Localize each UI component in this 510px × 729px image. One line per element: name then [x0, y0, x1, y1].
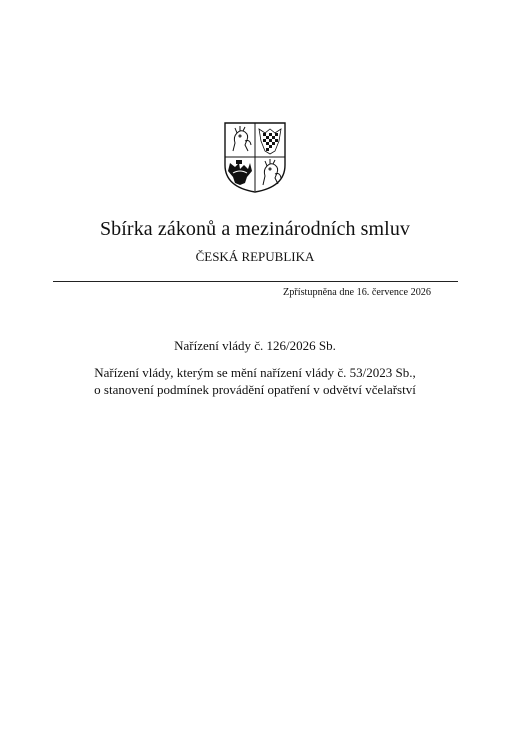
regulation-title-line-1: Nařízení vlády, kterým se mění nařízení vlády č. 53/2023 Sb.,: [94, 365, 416, 380]
czech-coat-of-arms-icon: [223, 121, 287, 194]
publication-date: Zpřístupněna dne 16. července 2026: [283, 287, 431, 298]
regulation-title: [0, 364, 510, 398]
collection-title: Sbírka zákonů a mezinárodních smluv: [99, 218, 411, 240]
regulation-number: Nařízení vlády č. 126/2026 Sb.: [174, 338, 336, 353]
regulation-title-line-2: o stanovení podmínek provádění opatření v odvětví včelařství: [94, 382, 416, 397]
header-divider: [53, 281, 458, 282]
country-name: ČESKÁ REPUBLIKA: [195, 249, 315, 264]
